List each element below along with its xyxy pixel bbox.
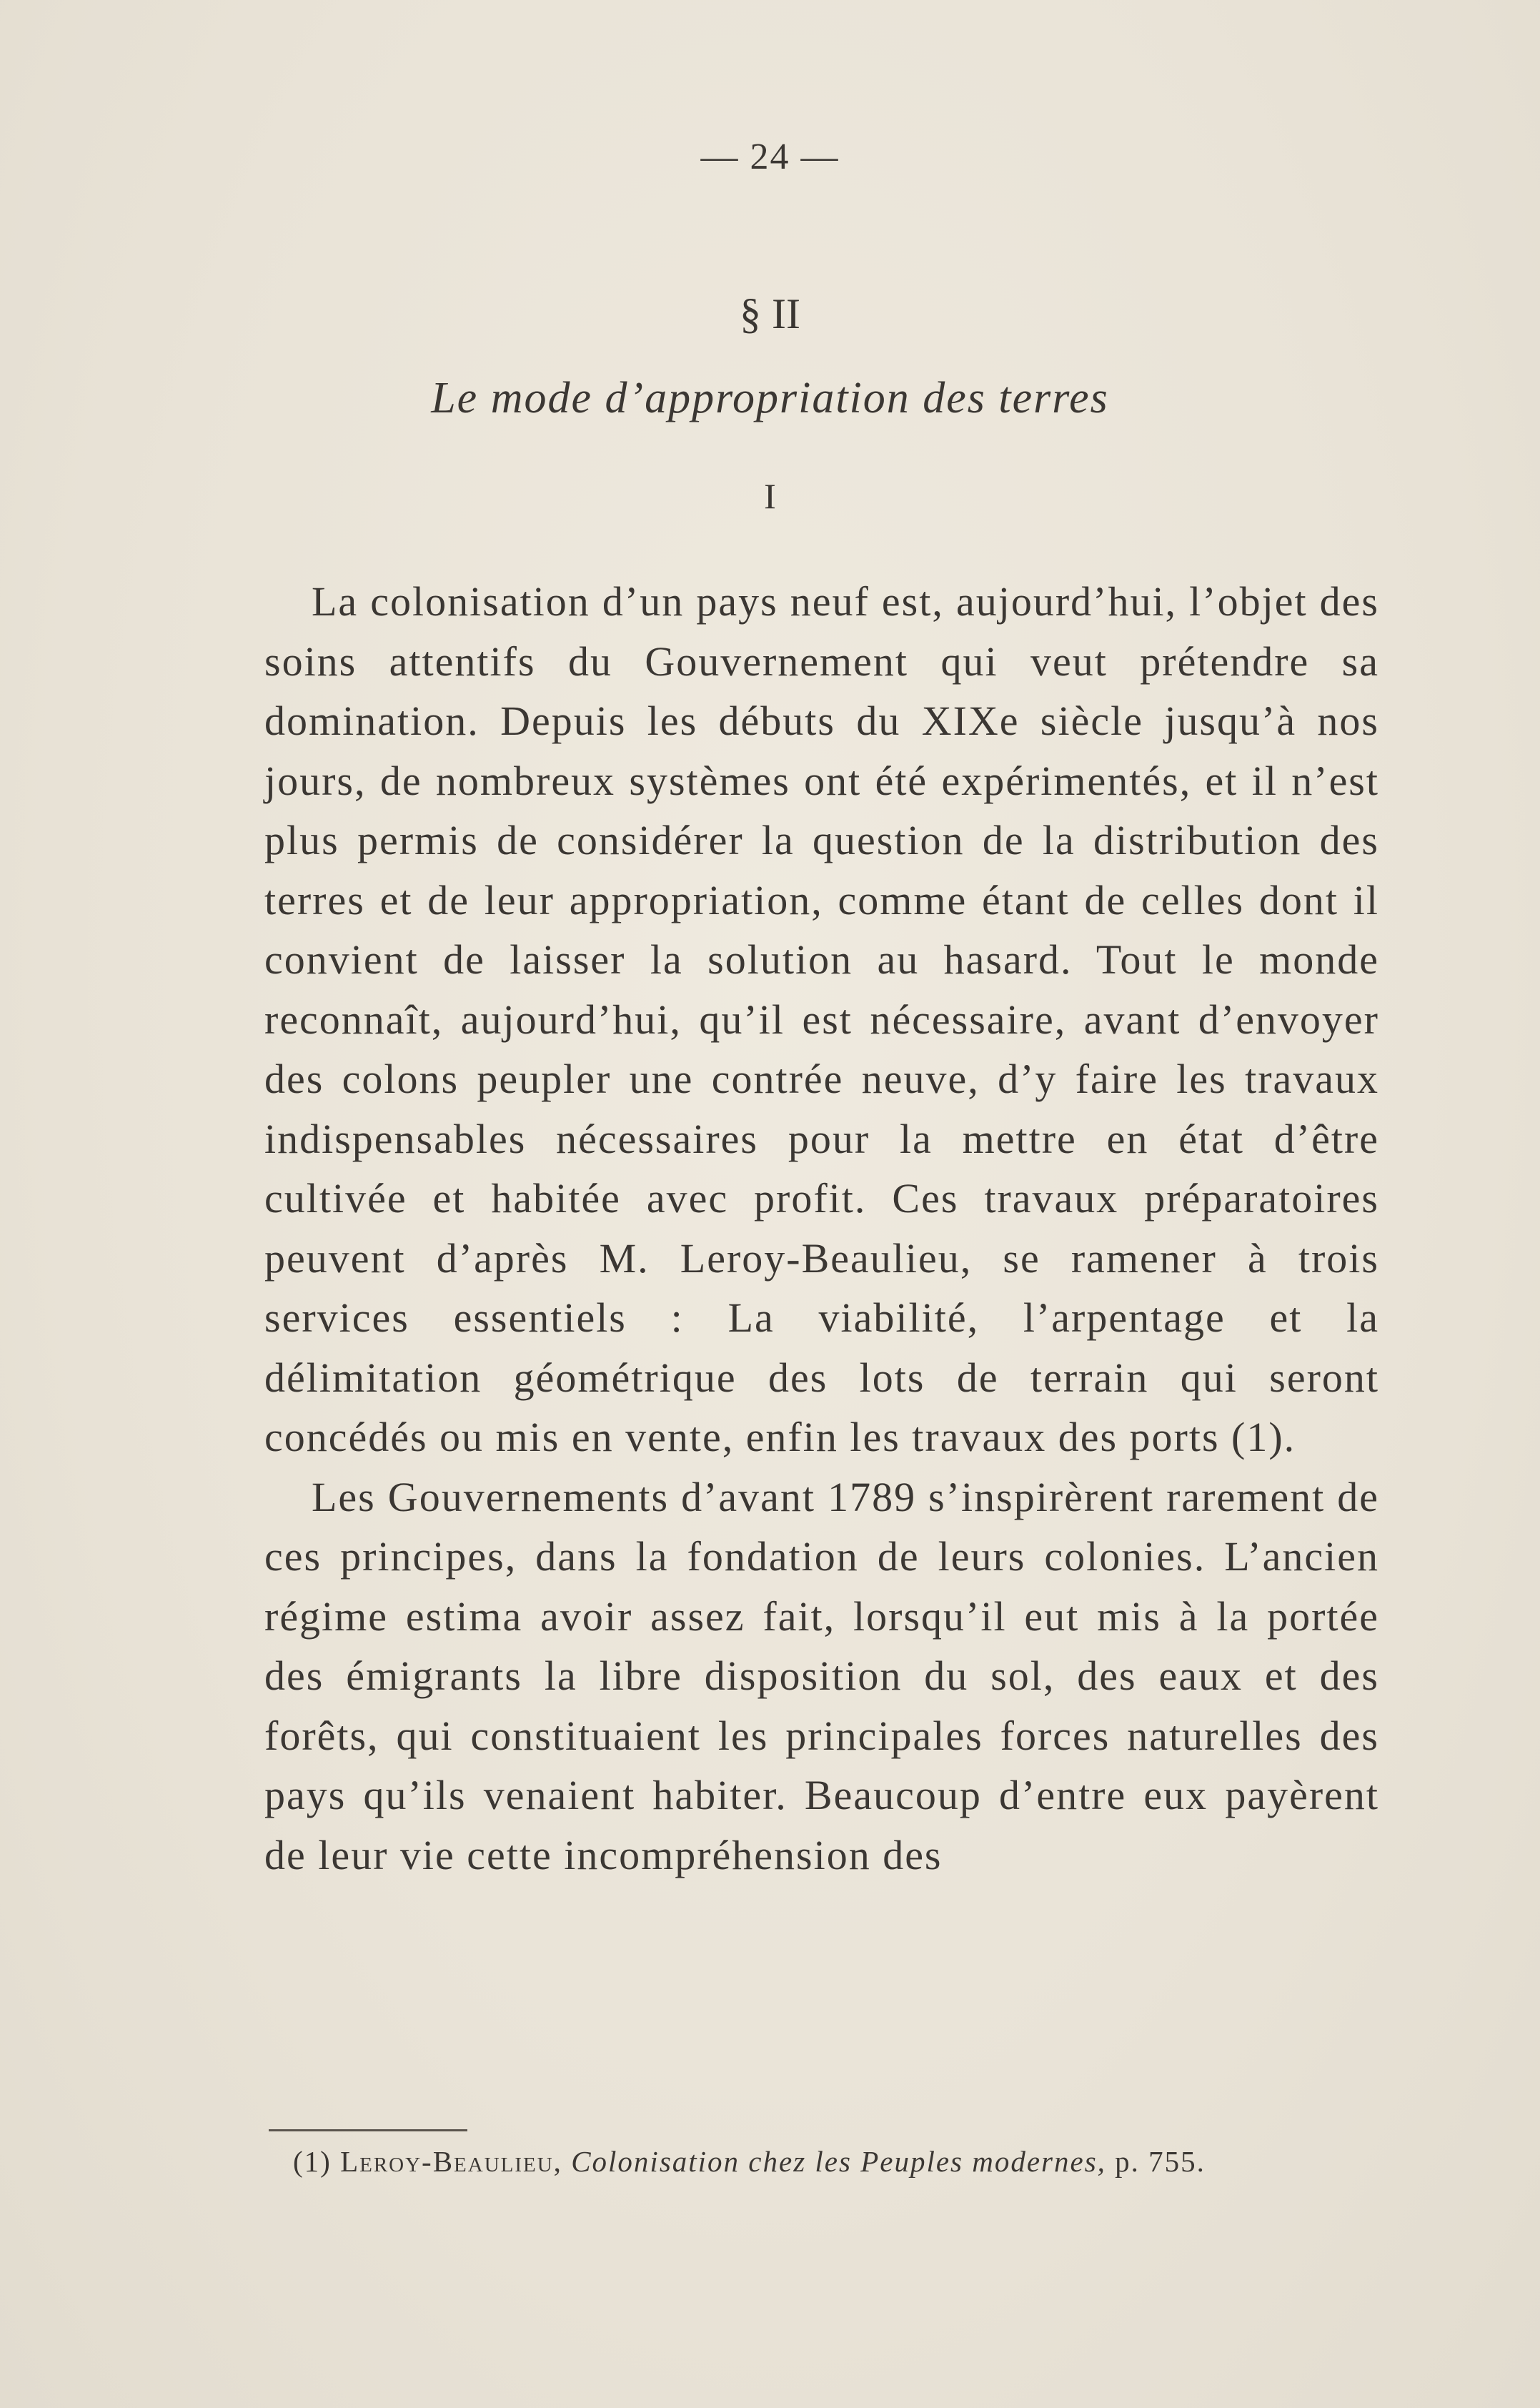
footnote-author: Leroy-Beaulieu, [340,2145,562,2178]
footnote-work-title: Colonisation chez les Peuples modernes, [571,2145,1106,2178]
section-heading: § II [740,290,800,337]
subsection-numeral: I [764,476,776,516]
body-text [264,572,1379,1885]
section-title: Le mode d’appropriation des terres [431,374,1109,422]
page-number: — 24 — [700,137,840,177]
footnote-page-ref: p. 755. [1115,2145,1206,2178]
footnote-marker: (1) [293,2145,332,2178]
footnote [293,2144,1386,2179]
paragraph-2: Les Gouvernements d’avant 1789 s’inspirèrent rarement de ces principes, dans la fondation de leurs colonies. L’ancien régime estima avoir assez fait, lorsqu’il eut mis à la portée des émigrants la libre disposition du sol, des eaux et des forêts, qui constituaient les principales forces naturelles des pays qu’ils venaient habiter. Beaucoup d’entre eux payèrent de leur vie cette incompréhension des [264,1473,1379,1878]
footnote-divider [269,2129,467,2131]
paragraph-1: La colonisation d’un pays neuf est, aujourd’hui, l’objet des soins attentifs du Gouvernement qui veut prétendre sa domination. Depuis les débuts du XIXe siècle jusqu’à nos jours, de nombreux systèmes ont été expérimentés, et il n’est plus permis de considérer la question de la distribution des terres et de leur appropriation, comme étant de celles dont il convient de laisser la solution au hasard. Tout le monde reconnaît, aujourd’hui, qu’il est nécessaire, avant d’envoyer des colons peupler une contrée neuve, d’y faire les travaux indispensables nécessaires pour la mettre en état d’être cultivée et habitée avec profit. Ces travaux préparatoires peuvent d’après M. Leroy-Beaulieu, se ramener à trois services essentiels : La viabilité, l’arpentage et la délimitation géométrique des lots de terrain qui seront concédés ou mis en vente, enfin les travaux des ports (1). [264,578,1379,1460]
